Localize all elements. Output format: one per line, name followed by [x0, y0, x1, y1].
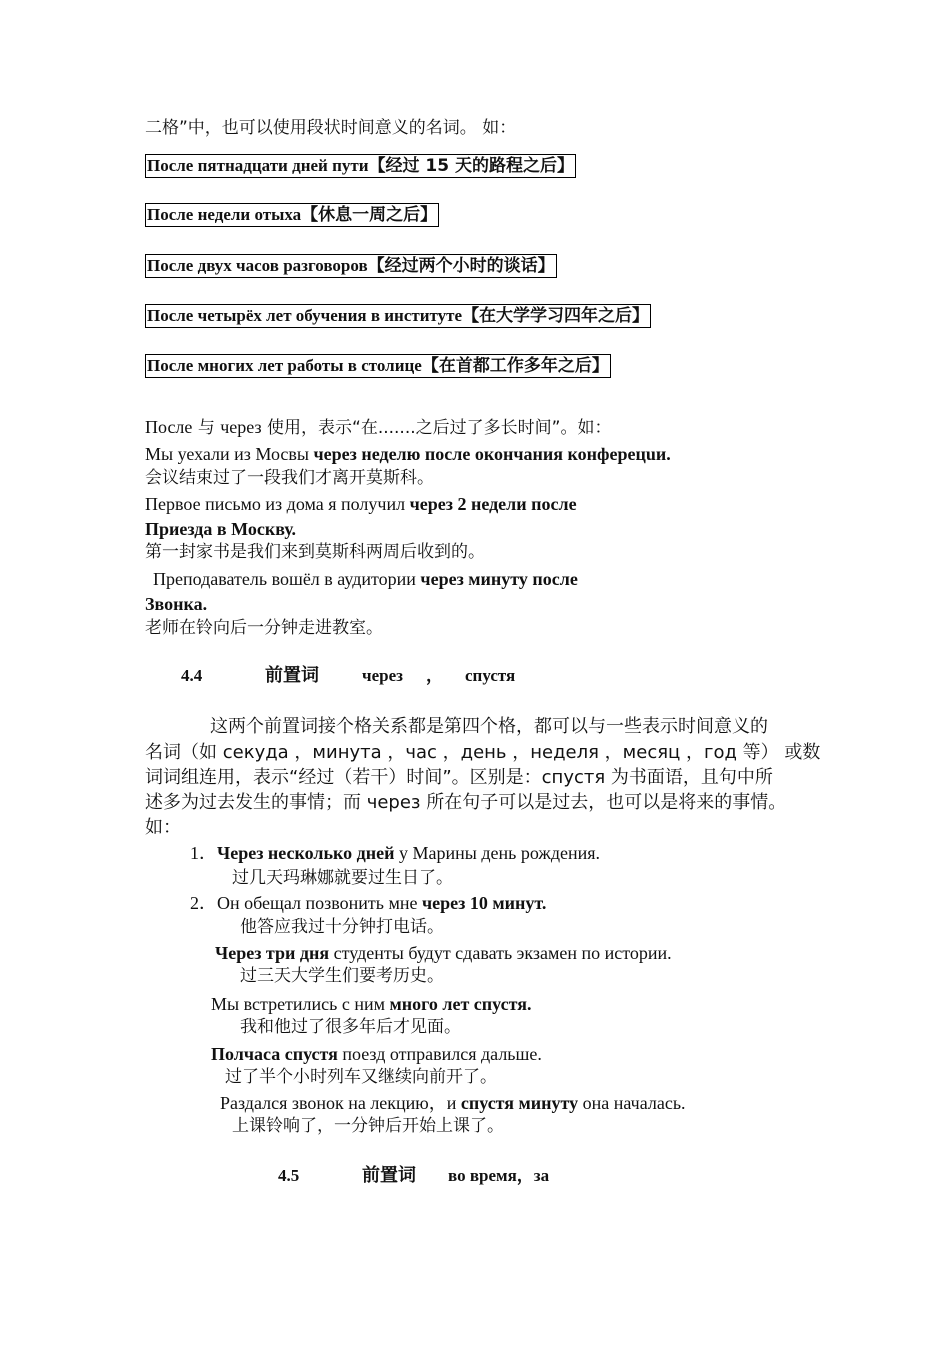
section-title: [265, 664, 319, 688]
section-title-zh: 前置词: [362, 1165, 416, 1186]
example-ru-line: [145, 442, 671, 466]
example-ru-line: [215, 941, 672, 965]
boxed-example: [145, 203, 439, 227]
example-bold: через неделю после окончания конферецuи.: [313, 444, 671, 464]
example-text: у Марины день рождения.: [394, 843, 601, 863]
example-ru-line: [211, 1042, 542, 1066]
example-number: 1．: [190, 843, 217, 863]
boxed-example: [145, 304, 651, 328]
example-zh-line: 过了半个小时列车又继续向前开了。: [225, 1067, 497, 1087]
example-text: Первое письмо из дома я получил: [145, 494, 410, 514]
example-bold: спустя минуту: [460, 1093, 579, 1113]
intro-line: 二格”中，也可以使用段状时间意义的名词。 如：: [145, 118, 517, 138]
example-bold: через 10 минут.: [422, 893, 547, 913]
boxed-example-ru: После многих лет работы в столице: [147, 356, 422, 375]
posle-cherez-intro: [145, 415, 611, 440]
example-zh-line: 过几天玛琳娜就要过生日了。: [232, 868, 453, 888]
paragraph-line: 名词（如 секуда ，минута ，час ，день ，неделя ，месяц ，год 等） 或数: [145, 742, 821, 763]
section-word: через: [362, 666, 403, 685]
boxed-example: [145, 154, 576, 178]
example-zh-line: 我和他过了很多年后才见面。: [240, 1017, 461, 1037]
boxed-example-ru: После недели отыха: [147, 205, 302, 224]
example-bold: Полчаса спустя: [211, 1044, 338, 1064]
boxed-example-zh: 【在大学学习四年之后】: [462, 306, 650, 326]
section-title-zh: 前置词: [265, 665, 319, 686]
example-text: Мы уехали из Мосвы: [145, 444, 314, 464]
example-zh-line: 上课铃响了，一分钟后开始上课了。: [232, 1116, 504, 1136]
paragraph-line: 如：: [145, 817, 181, 838]
boxed-example: [145, 354, 611, 378]
example-zh-line: 第一封家书是我们来到莫斯科两周后收到的。: [145, 542, 485, 562]
example-bold: Звонка.: [145, 594, 208, 614]
boxed-example-ru: После пятнадцати дней пути: [147, 156, 369, 175]
example-text: поезд отправился дальше.: [337, 1044, 542, 1064]
boxed-example-ru: После четырёх лет обучения в институте: [147, 306, 463, 325]
section-word: спустя: [465, 666, 516, 685]
section-separator: ，: [426, 666, 443, 685]
example-ru-line: [145, 492, 577, 516]
example-ru-line: [211, 992, 531, 1016]
example-bold: через 2 недели после: [409, 494, 577, 514]
boxed-example: [145, 254, 557, 278]
example-zh-line: 会议结束过了一段我们才离开莫斯科。: [145, 468, 434, 488]
example-text: Мы встретились с ним: [211, 994, 390, 1014]
boxed-example-zh: 【经过 15 天的路程之后】: [368, 156, 575, 176]
intro-text: 与: [192, 418, 221, 438]
example-zh-line: 老师在铃向后一分钟走进教室。: [145, 618, 383, 638]
example-bold: Через три дня: [215, 943, 330, 963]
section-number: 4.5: [278, 1166, 300, 1185]
example-zh-line: 他答应我过十分钟打电话。: [240, 917, 444, 937]
example-text: студенты будут сдавать экзамен по истории.: [329, 943, 672, 963]
example-text: Он обещал позвонить мне: [217, 893, 423, 913]
example-text: она началась.: [578, 1093, 686, 1113]
intro-text: 使用，表示“在.......之后过了多长时间”。如：: [261, 418, 612, 438]
paragraph-line: 述多为过去发生的事情；而 через 所在句子可以是过去，也可以是将来的事情。: [145, 792, 787, 813]
example-ru-line: [190, 891, 546, 915]
section-word: во время，за: [448, 1166, 550, 1185]
example-ru-line: [220, 1091, 686, 1115]
example-bold: много лет спустя.: [389, 994, 532, 1014]
example-bold: Приезда в Москву.: [145, 519, 297, 539]
boxed-example-ru: После двух часов разговоров: [147, 256, 368, 275]
example-text: Преподаватель вошёл в аудитории: [153, 569, 421, 589]
intro-word: После: [145, 417, 193, 437]
example-bold: через минуту после: [420, 569, 578, 589]
paragraph-line: 词词组连用，表示“经过（若干）时间”。区别是：спустя 为书面语，且句中所: [145, 767, 773, 788]
example-ru-line: [153, 567, 578, 591]
example-ru-line: [190, 841, 600, 865]
section-number: 4.4: [181, 666, 203, 685]
boxed-example-zh: 【在首都工作多年之后】: [421, 356, 609, 376]
example-zh-line: 过三天大学生们要考历史。: [240, 966, 444, 986]
section-title: [362, 1164, 416, 1188]
intro-word: через: [220, 417, 262, 437]
example-text: Раздался звонок на лекцию，и: [220, 1093, 461, 1113]
boxed-example-zh: 【经过两个小时的谈话】: [367, 256, 555, 276]
example-ru-line: [145, 592, 207, 616]
paragraph-line: 这两个前置词接个格关系都是第四个格，都可以与一些表示时间意义的: [210, 716, 768, 737]
example-ru-line: [145, 517, 296, 541]
example-number: 2．: [190, 893, 217, 913]
boxed-example-zh: 【休息一周之后】: [301, 205, 438, 225]
example-bold: Через несколько дней: [217, 843, 395, 863]
